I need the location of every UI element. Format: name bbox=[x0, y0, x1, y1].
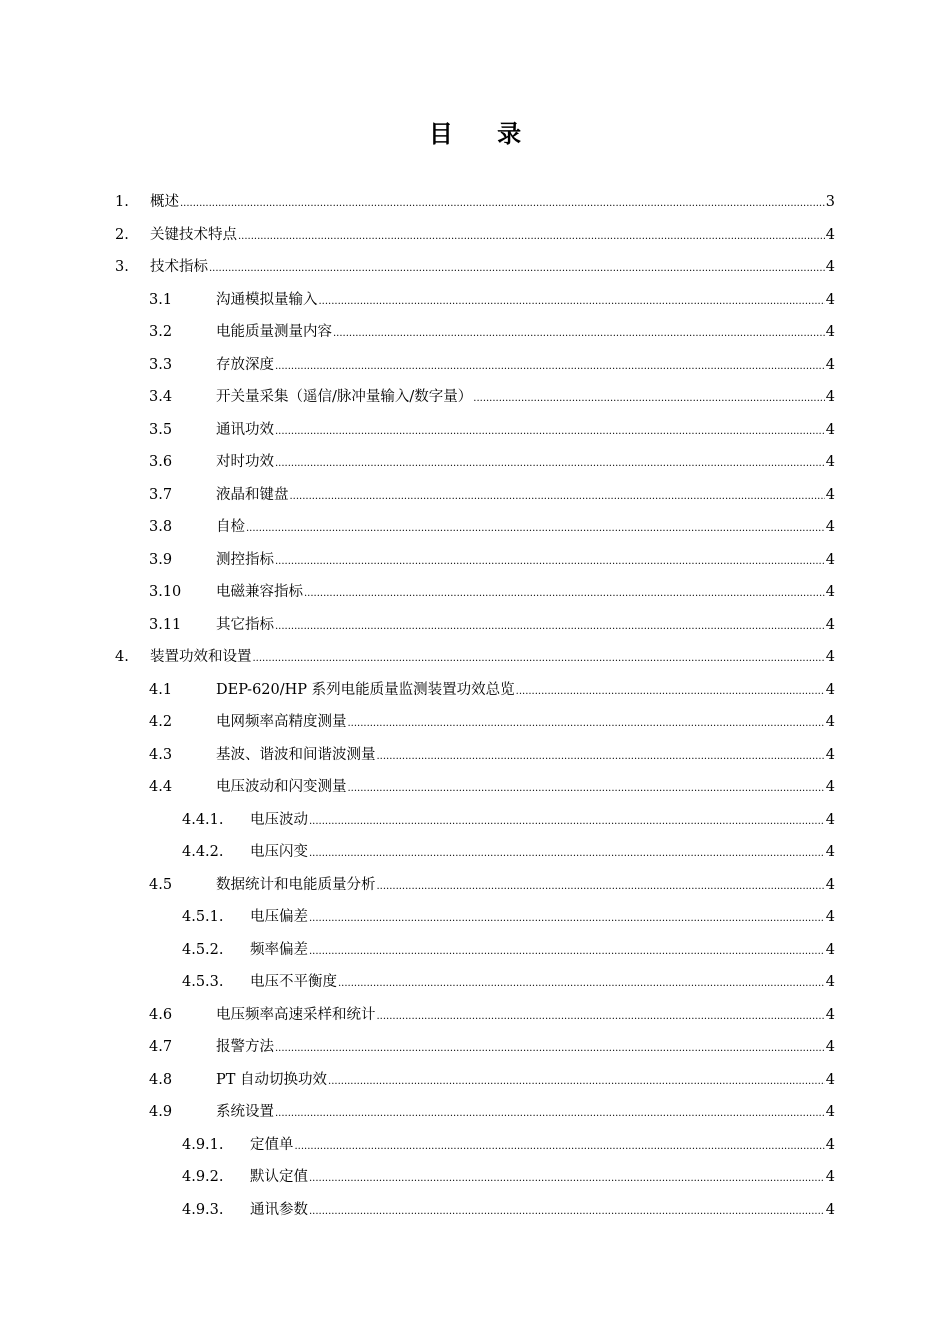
toc-dot-leader bbox=[253, 649, 825, 669]
toc-entry-number: 4.8 bbox=[149, 1071, 173, 1088]
toc-dot-leader bbox=[319, 292, 825, 312]
toc-entry[interactable] bbox=[0, 381, 950, 414]
toc-entry-title: 电能质量测量内容 bbox=[216, 324, 332, 340]
toc-entry-title: 数据统计和电能质量分析 bbox=[216, 876, 376, 893]
toc-entry[interactable] bbox=[0, 446, 950, 479]
toc-entry-page-number: 4 bbox=[825, 714, 835, 730]
toc-entry-title: 电压波动和闪变测量 bbox=[216, 779, 347, 795]
toc-entry-line bbox=[150, 192, 835, 214]
toc-entry-line bbox=[216, 1102, 835, 1124]
toc-entry-line bbox=[250, 1167, 835, 1189]
toc-dot-leader bbox=[338, 974, 825, 994]
toc-entry-line bbox=[216, 680, 835, 702]
toc-entry-title: 电网频率高精度测量 bbox=[216, 714, 347, 730]
toc-entry-title: DEP-620/HP 系列电能质量监测装置功效总览 bbox=[216, 681, 515, 698]
toc-entry-line bbox=[250, 907, 835, 929]
toc-entry[interactable] bbox=[0, 284, 950, 317]
toc-entry-page-number: 4 bbox=[825, 356, 835, 373]
toc-dot-leader bbox=[246, 519, 825, 539]
toc-entry-page-number: 4 bbox=[825, 779, 835, 795]
toc-entry-page-number: 4 bbox=[825, 1201, 835, 1218]
toc-entry-page-number: 4 bbox=[825, 226, 835, 243]
toc-entry-line bbox=[216, 777, 835, 799]
toc-entry-title: 存放深度 bbox=[216, 356, 274, 373]
toc-entry[interactable] bbox=[0, 479, 950, 512]
toc-entry-number: 3.11 bbox=[149, 616, 182, 633]
toc-entry[interactable] bbox=[0, 414, 950, 447]
toc-entry-line bbox=[216, 517, 835, 539]
toc-entry-number: 4.5 bbox=[149, 876, 173, 893]
toc-entry-title: 电磁兼容指标 bbox=[216, 584, 303, 600]
toc-entry-line bbox=[216, 875, 835, 897]
toc-entry-line bbox=[250, 810, 835, 832]
toc-dot-leader bbox=[516, 682, 825, 702]
toc-entry-title: 电压闪变 bbox=[250, 844, 308, 860]
toc-entry-title: 通讯参数 bbox=[250, 1201, 308, 1218]
toc-dot-leader bbox=[275, 1039, 825, 1059]
toc-entry-page-number: 4 bbox=[825, 551, 835, 568]
toc-entry-number: 4.5.3. bbox=[182, 974, 224, 990]
toc-entry[interactable] bbox=[0, 349, 950, 382]
toc-dot-leader bbox=[328, 1072, 825, 1092]
toc-entry[interactable] bbox=[0, 901, 950, 934]
toc-entry-number: 3.6 bbox=[149, 454, 173, 470]
toc-entry-title: 通讯功效 bbox=[216, 421, 274, 438]
toc-entry-number: 3.2 bbox=[149, 324, 173, 340]
toc-entry-number: 4.9 bbox=[149, 1104, 173, 1120]
toc-entry[interactable] bbox=[0, 316, 950, 349]
toc-entry-title: 对时功效 bbox=[216, 454, 274, 470]
toc-entry-page-number: 4 bbox=[825, 324, 835, 340]
toc-entry[interactable] bbox=[0, 674, 950, 707]
toc-entry-title: 自检 bbox=[216, 519, 245, 535]
toc-entry[interactable] bbox=[0, 641, 950, 674]
toc-dot-leader bbox=[275, 617, 825, 637]
toc-entry-title: 默认定值 bbox=[250, 1169, 308, 1185]
table-of-contents bbox=[0, 186, 950, 1226]
toc-entry[interactable] bbox=[0, 869, 950, 902]
toc-entry-number: 4.2 bbox=[149, 714, 173, 730]
toc-entry-number: 4. bbox=[115, 649, 129, 665]
toc-entry[interactable] bbox=[0, 771, 950, 804]
toc-entry-number: 3.9 bbox=[149, 551, 173, 568]
toc-dot-leader bbox=[295, 1137, 825, 1157]
toc-entry[interactable] bbox=[0, 186, 950, 219]
toc-entry-line bbox=[250, 1200, 835, 1222]
toc-entry-page-number: 4 bbox=[825, 1039, 835, 1055]
toc-entry-number: 4.4.1. bbox=[182, 811, 224, 828]
toc-entry-page-number: 4 bbox=[825, 454, 835, 470]
toc-entry[interactable] bbox=[0, 544, 950, 577]
toc-entry-number: 4.4.2. bbox=[182, 844, 224, 860]
toc-entry-line bbox=[150, 225, 835, 247]
toc-entry-number: 3. bbox=[115, 259, 129, 275]
toc-entry-line bbox=[150, 257, 835, 279]
toc-entry[interactable] bbox=[0, 934, 950, 967]
toc-entry[interactable] bbox=[0, 609, 950, 642]
toc-entry-title: 系统设置 bbox=[216, 1104, 274, 1120]
toc-entry-number: 3.3 bbox=[149, 356, 173, 373]
toc-entry-title: 测控指标 bbox=[216, 551, 274, 568]
toc-entry-number: 3.7 bbox=[149, 486, 173, 503]
toc-entry[interactable] bbox=[0, 804, 950, 837]
toc-entry-line bbox=[216, 1005, 835, 1027]
toc-entry-title: 液晶和键盘 bbox=[216, 486, 289, 503]
toc-entry-page-number: 4 bbox=[825, 584, 835, 600]
toc-entry-line bbox=[250, 842, 835, 864]
toc-entry-page-number: 4 bbox=[825, 844, 835, 860]
toc-dot-leader bbox=[209, 259, 825, 279]
toc-entry-page-number: 4 bbox=[825, 746, 835, 763]
toc-entry-line bbox=[216, 582, 835, 604]
toc-entry-line bbox=[216, 550, 835, 572]
toc-entry-number: 3.4 bbox=[149, 389, 173, 405]
toc-entry-title: 开关量采集（遥信/脉冲量输入/数字量） bbox=[216, 389, 473, 405]
toc-entry-number: 4.6 bbox=[149, 1006, 173, 1023]
toc-dot-leader bbox=[309, 844, 825, 864]
toc-entry-title: 电压不平衡度 bbox=[250, 974, 337, 990]
toc-entry[interactable] bbox=[0, 1096, 950, 1129]
toc-entry-number: 4.3 bbox=[149, 746, 173, 763]
toc-entry-page-number: 4 bbox=[825, 1104, 835, 1120]
toc-entry[interactable] bbox=[0, 739, 950, 772]
toc-entry[interactable] bbox=[0, 511, 950, 544]
toc-entry-number: 3.5 bbox=[149, 421, 173, 438]
toc-entry[interactable] bbox=[0, 219, 950, 252]
toc-dot-leader bbox=[275, 454, 825, 474]
toc-entry-page-number: 4 bbox=[825, 1169, 835, 1185]
toc-entry-number: 3.1 bbox=[149, 291, 173, 308]
toc-entry[interactable] bbox=[0, 1031, 950, 1064]
toc-entry-page-number: 4 bbox=[825, 291, 835, 308]
toc-entry-title: 技术指标 bbox=[150, 259, 208, 275]
toc-entry-title: 其它指标 bbox=[216, 616, 274, 633]
toc-entry-title: 装置功效和设置 bbox=[150, 649, 252, 665]
toc-entry-page-number: 4 bbox=[825, 486, 835, 503]
toc-entry-line bbox=[216, 355, 835, 377]
toc-entry[interactable] bbox=[0, 1161, 950, 1194]
toc-entry-number: 2. bbox=[115, 226, 129, 243]
toc-entry-title: 报警方法 bbox=[216, 1039, 274, 1055]
toc-entry-page-number: 4 bbox=[825, 876, 835, 893]
toc-entry[interactable] bbox=[0, 1194, 950, 1227]
toc-dot-leader bbox=[333, 324, 825, 344]
toc-entry-number: 4.9.3. bbox=[182, 1201, 224, 1218]
toc-entry-page-number: 4 bbox=[825, 811, 835, 828]
toc-entry-title: PT 自动切换功效 bbox=[216, 1071, 328, 1088]
toc-entry-page-number: 4 bbox=[825, 519, 835, 535]
toc-entry-title: 概述 bbox=[150, 194, 179, 210]
toc-dot-leader bbox=[377, 1007, 825, 1027]
toc-entry-line bbox=[216, 322, 835, 344]
toc-entry[interactable] bbox=[0, 999, 950, 1032]
toc-dot-leader bbox=[238, 227, 825, 247]
toc-dot-leader bbox=[180, 194, 825, 214]
toc-entry-line bbox=[216, 615, 835, 637]
toc-entry[interactable] bbox=[0, 836, 950, 869]
toc-entry-page-number: 4 bbox=[825, 259, 835, 275]
toc-dot-leader bbox=[377, 747, 825, 767]
toc-entry-title: 电压偏差 bbox=[250, 909, 308, 925]
toc-entry-line bbox=[216, 420, 835, 442]
toc-dot-leader bbox=[309, 942, 825, 962]
toc-entry-page-number: 4 bbox=[825, 1071, 835, 1088]
toc-entry-line bbox=[216, 387, 835, 409]
toc-entry-number: 4.5.2. bbox=[182, 941, 224, 958]
toc-entry-line bbox=[216, 745, 835, 767]
toc-entry-number: 1. bbox=[115, 194, 129, 210]
toc-dot-leader bbox=[290, 487, 825, 507]
toc-dot-leader bbox=[377, 877, 825, 897]
toc-entry-line bbox=[216, 1070, 835, 1092]
toc-entry[interactable] bbox=[0, 1129, 950, 1162]
toc-entry-page-number: 4 bbox=[825, 421, 835, 438]
toc-entry-title: 关键技术特点 bbox=[150, 226, 237, 243]
toc-entry-title: 电压波动 bbox=[250, 811, 308, 828]
toc-entry-line bbox=[216, 485, 835, 507]
toc-entry-title: 沟通模拟量输入 bbox=[216, 291, 318, 308]
toc-dot-leader bbox=[309, 1169, 825, 1189]
toc-entry-title: 基波、谐波和间谐波测量 bbox=[216, 746, 376, 763]
toc-entry-page-number: 4 bbox=[825, 616, 835, 633]
toc-dot-leader bbox=[309, 812, 825, 832]
toc-dot-leader bbox=[275, 422, 825, 442]
toc-entry-page-number: 4 bbox=[825, 941, 835, 958]
toc-dot-leader bbox=[275, 357, 825, 377]
toc-entry-number: 4.9.1. bbox=[182, 1136, 224, 1153]
toc-entry[interactable] bbox=[0, 576, 950, 609]
toc-entry-line bbox=[216, 1037, 835, 1059]
toc-dot-leader bbox=[275, 1104, 825, 1124]
toc-dot-leader bbox=[348, 714, 825, 734]
toc-entry-line bbox=[250, 940, 835, 962]
toc-entry-number: 4.9.2. bbox=[182, 1169, 224, 1185]
toc-entry[interactable] bbox=[0, 706, 950, 739]
toc-entry-line bbox=[250, 1135, 835, 1157]
toc-entry-line bbox=[250, 972, 835, 994]
toc-dot-leader bbox=[275, 552, 825, 572]
toc-entry[interactable] bbox=[0, 966, 950, 999]
page-title: 目 录 bbox=[428, 119, 540, 148]
toc-entry-page-number: 4 bbox=[825, 909, 835, 925]
toc-entry[interactable] bbox=[0, 251, 950, 284]
toc-entry-title: 定值单 bbox=[250, 1136, 294, 1153]
toc-entry-page-number: 4 bbox=[825, 1006, 835, 1023]
toc-dot-leader bbox=[309, 909, 825, 929]
toc-dot-leader bbox=[348, 779, 825, 799]
toc-entry-page-number: 4 bbox=[825, 681, 835, 698]
toc-entry-page-number: 4 bbox=[825, 649, 835, 665]
toc-dot-leader bbox=[309, 1202, 825, 1222]
toc-entry-title: 电压频率高速采样和统计 bbox=[216, 1006, 376, 1023]
toc-entry-line bbox=[216, 452, 835, 474]
toc-entry-number: 4.5.1. bbox=[182, 909, 224, 925]
toc-entry-number: 3.10 bbox=[149, 584, 182, 600]
toc-entry-number: 3.8 bbox=[149, 519, 173, 535]
toc-entry-page-number: 4 bbox=[825, 974, 835, 990]
toc-entry-title: 频率偏差 bbox=[250, 941, 308, 958]
toc-entry-page-number: 4 bbox=[825, 389, 835, 405]
toc-entry-number: 4.4 bbox=[149, 779, 173, 795]
toc-entry-number: 4.7 bbox=[149, 1039, 173, 1055]
toc-entry-line bbox=[150, 647, 835, 669]
toc-entry-page-number: 4 bbox=[825, 1136, 835, 1153]
toc-entry[interactable] bbox=[0, 1064, 950, 1097]
toc-entry-number: 4.1 bbox=[149, 681, 173, 698]
toc-dot-leader bbox=[473, 389, 824, 409]
toc-entry-line bbox=[216, 290, 835, 312]
toc-entry-page-number: 3 bbox=[825, 194, 835, 210]
toc-dot-leader bbox=[304, 584, 825, 604]
toc-entry-line bbox=[216, 712, 835, 734]
